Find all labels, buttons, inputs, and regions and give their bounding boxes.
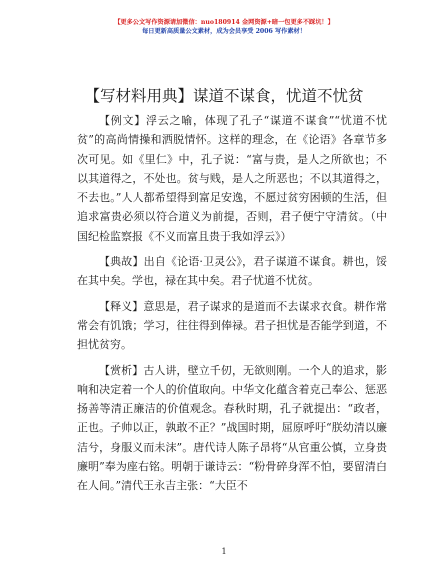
paragraph-allusion: 【典故】出自《论语·卫灵公》，君子谋道不谋食。耕也，馁在其中矣。学也，禄在其中矣。君子忧道不忧贫。	[77, 255, 387, 288]
paragraph-meaning: 【释义】意思是，君子谋求的是道而不去谋求衣食。耕作常常会有饥饿；学习，往往得到俸禄。君子担忧是否能学到道，不担忧贫穷。	[77, 299, 387, 352]
page-number: 1	[221, 547, 227, 556]
page-header	[0, 18, 448, 36]
header-promo-line-blue: 每日更新高质量公文素材，成为会员享受 2006 写作素材！	[142, 28, 306, 35]
paragraph-example: 【例文】浮云之喻，体现了孔子“谋道不谋食”“忧道不忧贫”的高尚情操和洒脱情怀。这样的理念，在《论语》各章节多次可见。如《里仁》中，孔子说：“富与贵，是人之所欲也；不以其道得之，不处也。贫与贱，是人之所恶也；不以其道得之，不去也。”人人都希望得到富足安逸，不愿过贫穷困顿的生活，但追求富贵必须以符合道义为前提，否则，君子便宁守清贫。（中国纪检监察报《不义而富且贵于我如浮云》）	[77, 114, 387, 243]
document-title: 【写材料用典】谋道不谋食，忧道不忧贫	[84, 87, 364, 105]
paragraph-appreciation: 【赏析】古人讲，壁立千仞，无欲则刚。一个人的追求，影响和决定着一个人的价值取向。中华文化蕴含着克己奉公、惩恶扬善等清正廉洁的价值观念。春秋时期，孔子就提出：“政者，正也。子帅以正，孰敢不正？”战国时期，屈原呼吁“朕幼清以廉洁兮，身服义而未沫”。唐代诗人陈子昂将“从官重公慎，立身贵廉明”奉为座右铭。明朝于谦诗云：“粉骨碎身浑不怕，要留清白在人间。”清代王永吉主张：“大臣不	[77, 363, 387, 493]
document-body	[77, 111, 387, 502]
header-promo-line-red: 【更多公文写作资源请加微信：nuo180914 金网资源+暗一包更多不踩坑！】	[114, 19, 334, 26]
